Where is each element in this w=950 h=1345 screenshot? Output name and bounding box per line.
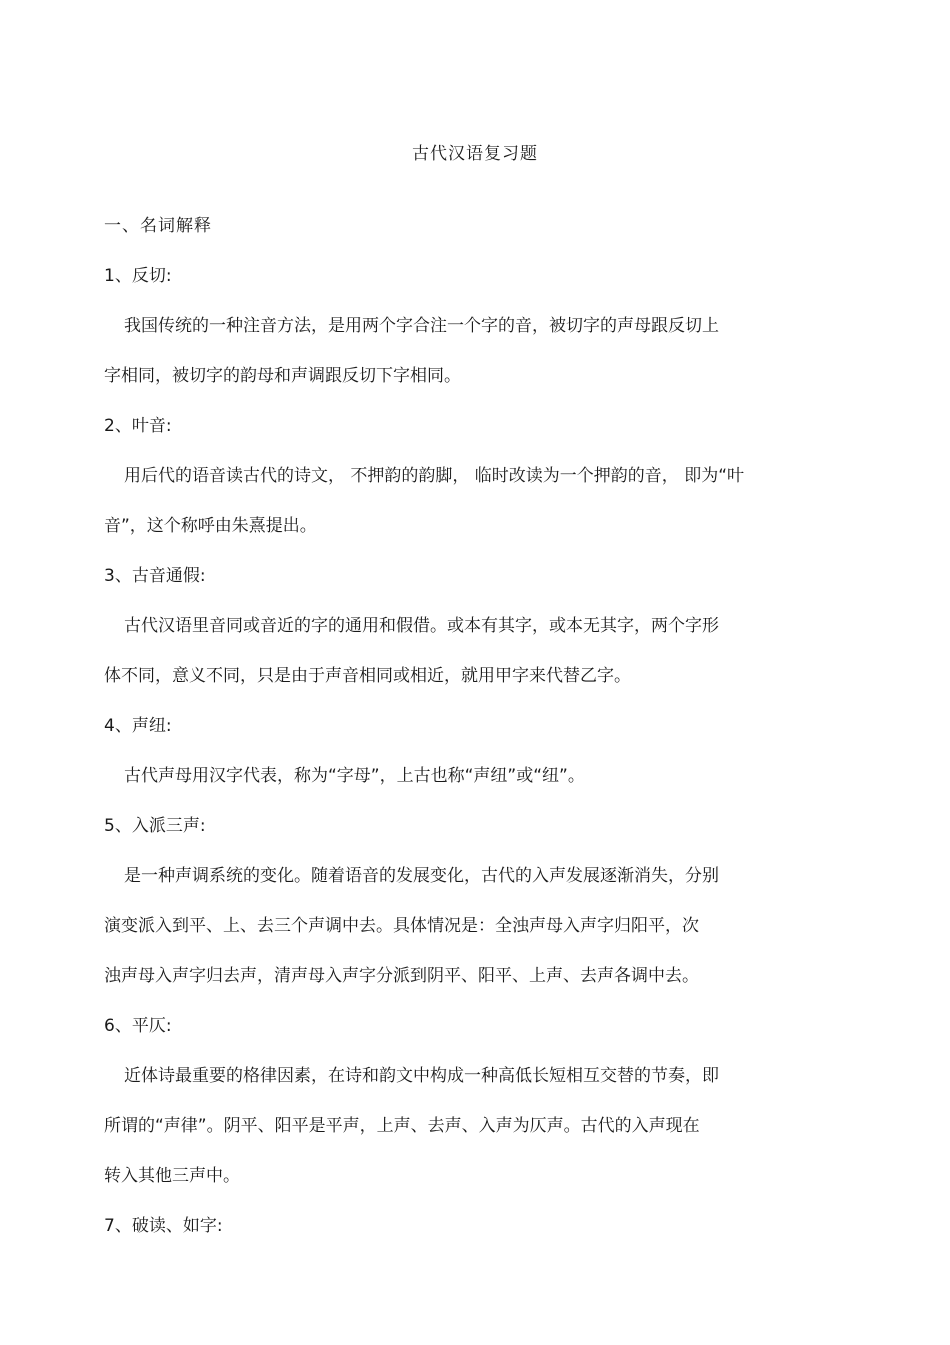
term-heading-4: 4、声纽: [104, 716, 172, 736]
definition-line: 近体诗最重要的格律因素，在诗和韵文中构成一种高低长短相互交替的节奏，即 [124, 1066, 719, 1086]
definition-line: 演变派入到平、上、去三个声调中去。具体情况是：全浊声母入声字归阳平，次 [104, 916, 699, 936]
definition-line: 浊声母入声字归去声，清声母入声字分派到阴平、阳平、上声、去声各调中去。 [104, 966, 699, 986]
term-heading-3: 3、古音通假: [104, 566, 206, 586]
definition-line: 音”，这个称呼由朱熹提出。 [104, 516, 317, 536]
definition-line: 我国传统的一种注音方法，是用两个字合注一个字的音，被切字的声母跟反切上 [124, 316, 719, 336]
section-heading: 一、名词解释 [104, 216, 212, 236]
definition-line: 所谓的“声律”。阴平、阳平是平声，上声、去声、入声为仄声。古代的入声现在 [104, 1116, 700, 1136]
definition-line: 是一种声调系统的变化。随着语音的发展变化，古代的入声发展逐渐消失，分别 [124, 866, 719, 886]
definition-line: 字相同，被切字的韵母和声调跟反切下字相同。 [104, 366, 461, 386]
definition-line: 体不同，意义不同，只是由于声音相同或相近，就用甲字来代替乙字。 [104, 666, 631, 686]
term-heading-2: 2、叶音: [104, 416, 172, 436]
definition-line: 古代声母用汉字代表，称为“字母”，上古也称“声纽”或“纽”。 [124, 766, 585, 786]
term-heading-1: 1、反切: [104, 266, 172, 286]
definition-line: 转入其他三声中。 [104, 1166, 240, 1186]
document-title: 古代汉语复习题 [412, 144, 538, 164]
term-heading-5: 5、入派三声: [104, 816, 206, 836]
term-heading-6: 6、平仄: [104, 1016, 172, 1036]
definition-line: 古代汉语里音同或音近的字的通用和假借。或本有其字，或本无其字，两个字形 [124, 616, 719, 636]
term-heading-7: 7、破读、如字: [104, 1216, 223, 1236]
definition-line: 用后代的语音读古代的诗文， 不押韵的韵脚， 临时改读为一个押韵的音， 即为“叶 [124, 466, 745, 486]
